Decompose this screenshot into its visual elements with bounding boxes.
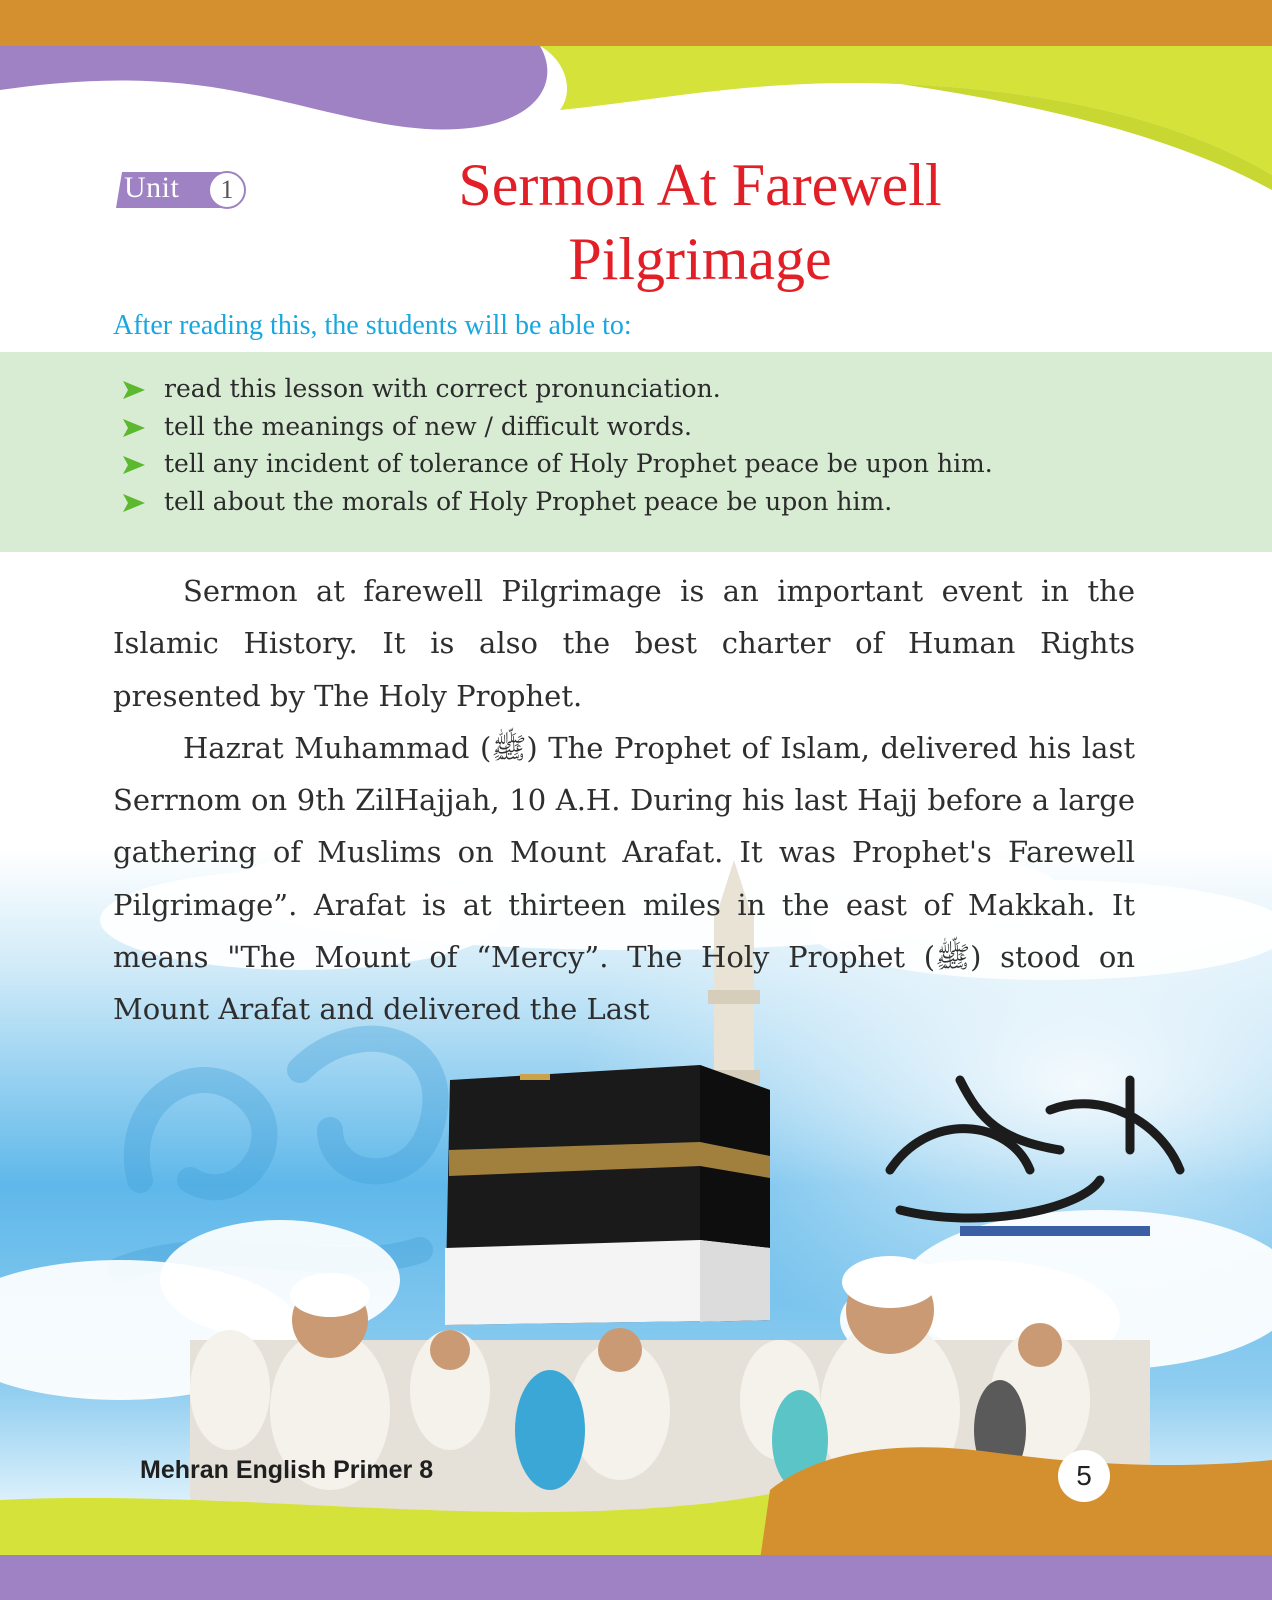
title-line-1: Sermon At Farewell: [458, 152, 942, 218]
objective-text: tell about the morals of Holy Prophet peace be upon him.: [164, 486, 893, 516]
unit-label: Unit: [124, 171, 180, 204]
green-arrow-icon: [122, 380, 146, 400]
green-arrow-icon: [122, 493, 146, 513]
green-arrow-icon: [122, 418, 146, 438]
objectives-list: [120, 370, 993, 520]
objective-item: [120, 445, 993, 483]
objective-text: tell any incident of tolerance of Holy Prophet peace be upon him.: [164, 449, 993, 478]
objective-text: tell the meanings of new / difficult words.: [164, 411, 692, 441]
objective-item: [120, 408, 993, 446]
salutation-glyph: ﷺ: [935, 940, 971, 975]
passage-text: ) stood on Mount Arafat and delivered the Last: [113, 940, 1135, 1027]
objective-item: [120, 483, 993, 521]
passage-paragraph-2: [113, 722, 1135, 1036]
page-title: [330, 148, 1070, 296]
unit-number: 1: [208, 171, 246, 209]
objective-text: read this lesson with correct pronunciation.: [164, 374, 721, 403]
objectives-heading: After reading this, the students will be able to:: [113, 310, 632, 341]
title-line-2: Pilgrimage: [568, 226, 832, 292]
footer-book-title: Mehran English Primer 8: [140, 1456, 434, 1484]
green-arrow-icon: [122, 455, 146, 475]
objective-item: [120, 370, 993, 408]
reading-passage: [113, 565, 1135, 1036]
passage-text: Hazrat Muhammad (: [183, 730, 492, 765]
page-number: 5: [1058, 1450, 1110, 1502]
passage-paragraph-1: Sermon at farewell Pilgrimage is an important event in the Islamic History. It is also the best charter of Human Rights presented by The Holy Prophet.: [113, 574, 1135, 713]
salutation-glyph: ﷺ: [491, 730, 527, 765]
passage-text: ) The Prophet of Islam, delivered his last Serrnom on 9th ZilHajjah, 10 A.H. During his last Hajj before a large gathering of Muslims on Mount Arafat. It was Prophet's Farewell Pilgrimage”. Arafat is at thirteen miles in the east of Makkah. It means "The Mount of “Mercy”. The Holy Prophet (: [113, 730, 1136, 975]
